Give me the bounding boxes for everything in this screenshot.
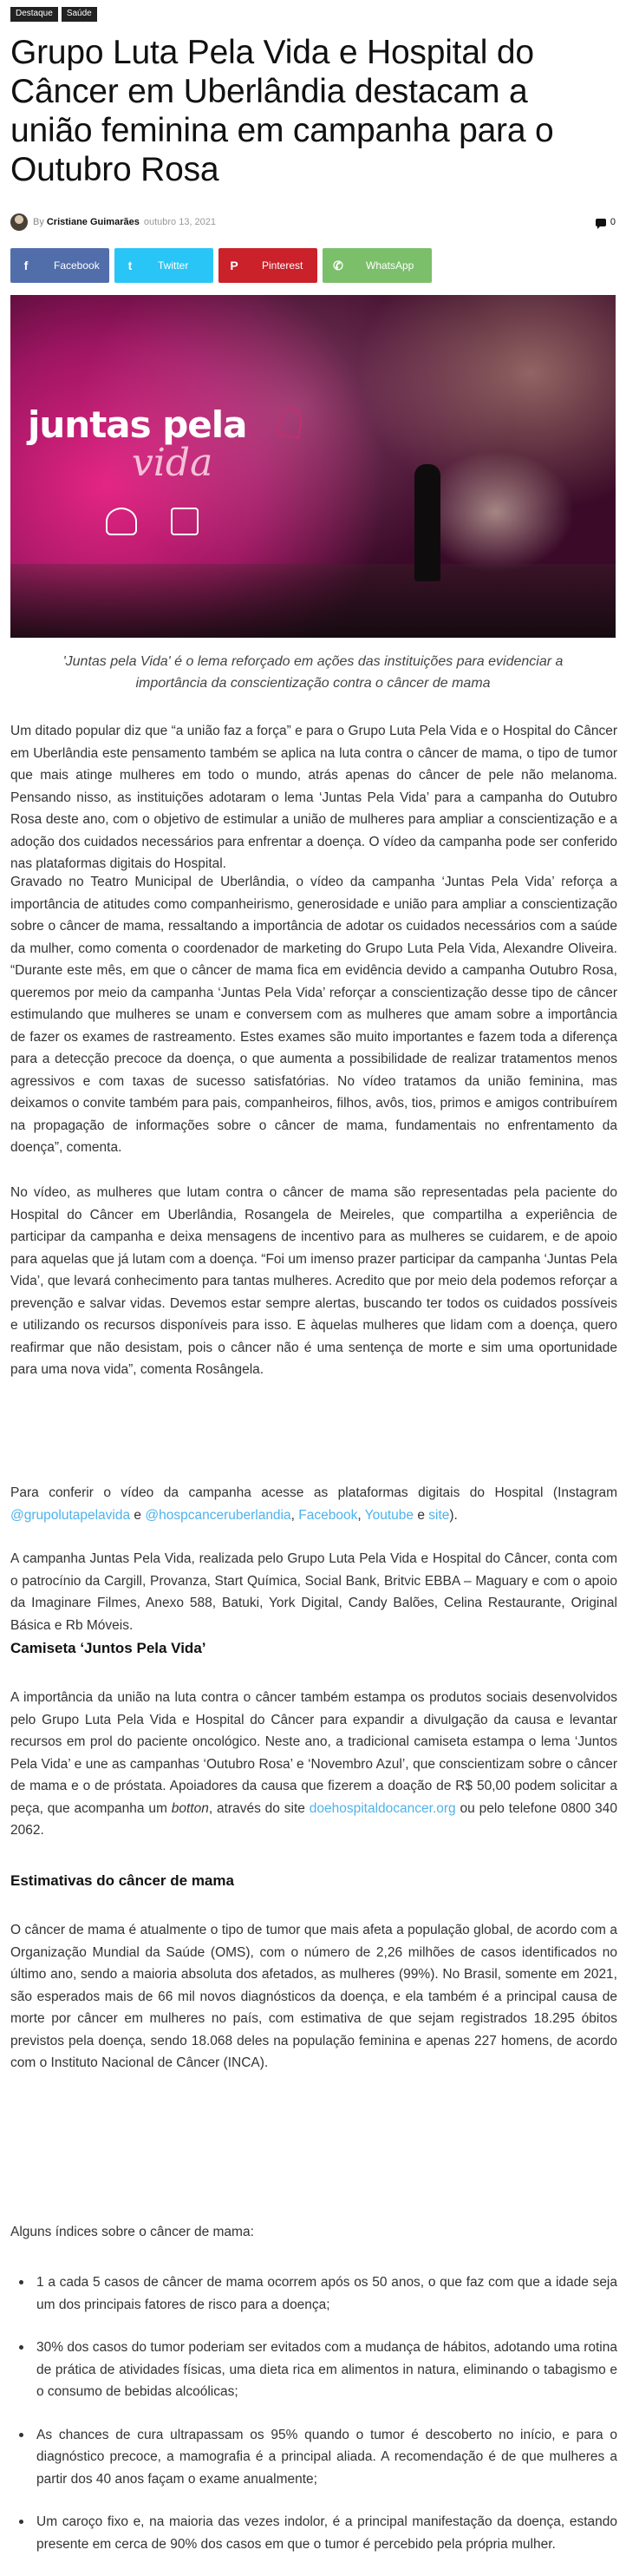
facebook-icon: f bbox=[23, 259, 29, 272]
share-label: Pinterest bbox=[262, 259, 303, 272]
hero-title-line1: juntas pela bbox=[28, 403, 247, 446]
site-link[interactable]: site bbox=[428, 1507, 450, 1523]
twitter-icon: t bbox=[127, 259, 133, 272]
share-whatsapp-button[interactable] bbox=[323, 248, 432, 283]
list-item: As chances de cura ultrapassam os 95% quando o tumor é descoberto no início, e para o diagnóstico precoce, a mamografia é a principal aliada. A recomendação é de que mulheres a partir dos 40 anos façam o exame anualmente; bbox=[36, 2424, 617, 2491]
paragraph-6 bbox=[10, 1687, 617, 1842]
by-label: By bbox=[33, 217, 44, 227]
featured-image bbox=[10, 295, 616, 638]
paragraph-4-text: Para conferir o vídeo da campanha acesse as plataformas digitais do Hospital (Instagram bbox=[10, 1485, 617, 1500]
instagram-grupo-link[interactable]: @grupolutapelavida bbox=[10, 1507, 131, 1523]
hero-title-line2: vida bbox=[132, 441, 213, 485]
paragraph-6-end: ou pelo telefone 0800 340 2062. bbox=[10, 1800, 617, 1838]
comments-link[interactable] bbox=[596, 217, 616, 227]
facebook-link[interactable]: Facebook bbox=[298, 1507, 358, 1523]
comments-count: 0 bbox=[610, 217, 616, 227]
comment-icon bbox=[596, 219, 606, 226]
share-facebook-button[interactable] bbox=[10, 248, 109, 283]
share-twitter-button[interactable] bbox=[114, 248, 213, 283]
share-label: Facebook bbox=[54, 259, 100, 272]
paragraph-2: Gravado no Teatro Municipal de Uberlândia, o vídeo da campanha ‘Juntas Pela Vida’ reforça a importância de atitudes como companheirismo, generosidade e união para ampliar a conscientização sobre o câncer de mama, ressaltando a importância de adotar os cuidados necessários com a saúde da mulher, como comenta o coordenador de marketing do Grupo Luta Pela Vida, Alexandre Oliveira. “Durante este mês, em que o câncer de mama fica em evidência devido a campanha Outubro Rosa, queremos por meio da campanha ‘Juntas Pela Vida’ reforçar a conscientização desse tipo de câncer estimulando que mulheres se unam e conversem com as mulheres que amam sobre a importância de fazer os exames de rastreamento. Estes exames são muito importantes e fazem toda a diferença para a detecção precoce da doença, o que aumenta a possibilidade de realizar tratamentos menos agressivos e com taxas de sucesso satisfatórias. No vídeo tratamos da união feminina, mas deixamos o convite também para pais, companheiros, filhos, avôs, tios, primos e amigos contribuírem na propagação de informações sobre o câncer de mama, fundamentais no enfrentamento da doença”, comenta. bbox=[10, 875, 617, 1155]
paragraph-6-mid: , através do site bbox=[208, 1800, 305, 1816]
paragraph-1: Um ditado popular diz que “a união faz a força” e para o Grupo Luta Pela Vida e o Hospital do Câncer em Uberlândia este pensamento também se aplica na luta contra o câncer de mama, o tipo de tumor que mais atinge mulheres em todo o mundo, atrás apenas do câncer de pele não melanoma. Pensando nisso, as instituições adotaram o lema ‘Juntas Pela Vida’ para a campanha do Outubro Rosa deste ano, com o objetivo de estimular a união de mulheres para ampliar a conscientização e a adoção dos cuidados necessários para enfrentar a doença. O vídeo da campanha pode ser conferido nas plataformas digitais do Hospital. bbox=[10, 724, 617, 871]
hospital-cancer-logo bbox=[171, 508, 199, 535]
share-bar bbox=[10, 248, 432, 283]
paragraph-4-end: ). bbox=[449, 1507, 458, 1523]
donation-site-link[interactable]: doehospitaldocancer.org bbox=[309, 1800, 456, 1816]
share-label: WhatsApp bbox=[366, 259, 414, 272]
tag-destaque[interactable]: Destaque bbox=[10, 7, 58, 22]
statistics-list bbox=[10, 2271, 617, 2576]
paragraph-4: Para conferir o vídeo da campanha acesse as plataformas digitais do Hospital (Instagram @grupolutapelavida e @hospcanceruberlandia, Facebook, Youtube e site). bbox=[10, 1485, 617, 1523]
article-title: Grupo Luta Pela Vida e Hospital do Câncer em Uberlândia destacam a união feminina em campanha para o Outubro Rosa bbox=[10, 34, 554, 188]
section-heading-estimativas: Estimativas do câncer de mama bbox=[10, 1872, 234, 1889]
paragraph-3: No vídeo, as mulheres que lutam contra o câncer de mama são representadas pela paciente do Hospital do Câncer em Uberlândia, Rosangela de Meireles, que compartilha a experiência de participar da campanha e deixa mensagens de incentivo para as mulheres se cuidarem, e de apoio para aquelas que já lutam com a doença. “Foi um imenso prazer participar da campanha ‘Juntas Pela Vida’, que levará conhecimento para tantas mulheres. Acredito que por meio dela podemos reforçar a prevenção e salvar vidas. Devemos estar sempre alertas, buscando ter todos os cuidados possíveis e utilizando os recursos disponíveis para isso. E àquelas mulheres que lidam com a doença, quero reafirmar que não desistam, pois o câncer não é uma sentença de morte e sim uma oportunidade para uma nova vida”, comenta Rosângela. bbox=[10, 1185, 617, 1377]
paragraph-6-text: A importância da união na luta contra o câncer também estampa os produtos sociais desenvolvidos pelo Grupo Luta Pela Vida e Hospital do Câncer para expandir a divulgação da causa e levantar recursos em prol do paciente oncológico. Neste ano, a tradicional camiseta estampa o lema ‘Juntos Pela Vida’ e une as campanhas ‘Outubro Rosa’ e ‘Novembro Azul’, que conscientizam sobre o câncer de mama e o de próstata. Apoiadores da causa que fizerem a doação de R$ 50,00 podem solicitar a peça, que acompanha um bbox=[10, 1690, 617, 1816]
botton-word: botton bbox=[171, 1800, 209, 1816]
image-caption: 'Juntas pela Vida' é o lema reforçado em ações das instituições para evidenciar a importância da conscientização contra o câncer de mama bbox=[62, 654, 564, 691]
share-label: Twitter bbox=[158, 259, 189, 272]
and-word: e bbox=[134, 1507, 142, 1523]
youtube-link[interactable]: Youtube bbox=[364, 1507, 414, 1523]
list-item: 30% dos casos do tumor poderiam ser evitados com a mudança de hábitos, adotando uma rotina de prática de atividades físicas, uma dieta rica em alimentos in natura, eliminando o tabagismo e o consumo de bebidas alcoólicas; bbox=[36, 2337, 617, 2403]
tag-saude[interactable]: Saúde bbox=[62, 7, 97, 22]
and-word: e bbox=[417, 1507, 425, 1523]
pink-ribbon-icon bbox=[277, 406, 304, 439]
stage-floor bbox=[10, 564, 616, 638]
author-avatar[interactable] bbox=[10, 213, 28, 231]
paragraph-7: O câncer de mama é atualmente o tipo de tumor que mais afeta a população global, de acordo com a Organização Mundial da Saúde (OMS), com o número de 2,26 milhões de casos identificados no último ano, sendo a maioria absoluta dos afetados, as mulheres (99%). No Brasil, somente em 2021, são esperados mais de 66 mil novos diagnósticos da doença, e ela também é a principal causa de morte por câncer em mulheres no país, com estimativa de que sejam registrados 18.295 óbitos previstos pela doença, sendo 18.068 deles na população feminina e apenas 227 homens, de acordo com o Instituto Nacional de Câncer (INCA). bbox=[10, 1923, 617, 2070]
category-tags bbox=[10, 7, 97, 22]
author-link[interactable]: Cristiane Guimarães bbox=[46, 217, 140, 227]
paragraph-5: A campanha Juntas Pela Vida, realizada pelo Grupo Luta Pela Vida e Hospital do Câncer, conta com o patrocínio da Cargill, Provanza, Start Química, Social Bank, Britvic EBBA – Maguary e com o apoio da Imaginare Filmes, Anexo 588, Batuki, York Digital, Candy Balões, Celina Restaurante, Original Básica e Rb Móveis. bbox=[10, 1551, 617, 1633]
section-heading-camiseta: Camiseta ‘Juntos Pela Vida’ bbox=[10, 1640, 206, 1656]
list-item: 1 a cada 5 casos de câncer de mama ocorrem após os 50 anos, o que faz com que a idade seja um dos principais fatores de risco para a doença; bbox=[36, 2271, 617, 2316]
luta-pela-vida-logo bbox=[106, 508, 137, 535]
person-silhouette bbox=[414, 464, 440, 581]
paragraph-8: Alguns índices sobre o câncer de mama: bbox=[10, 2225, 254, 2239]
whatsapp-icon: ✆ bbox=[333, 258, 343, 272]
pinterest-icon: P bbox=[230, 259, 238, 272]
publish-date: outubro 13, 2021 bbox=[143, 217, 217, 227]
instagram-hospital-link[interactable]: @hospcanceruberlandia bbox=[145, 1507, 291, 1523]
article-meta bbox=[10, 212, 616, 233]
share-pinterest-button[interactable] bbox=[218, 248, 317, 283]
list-item: Um caroço fixo e, na maioria das vezes indolor, é a principal manifestação da doença, estando presente em cerca de 90% dos casos em que o tumor é percebido pela própria mulher. bbox=[36, 2511, 617, 2555]
